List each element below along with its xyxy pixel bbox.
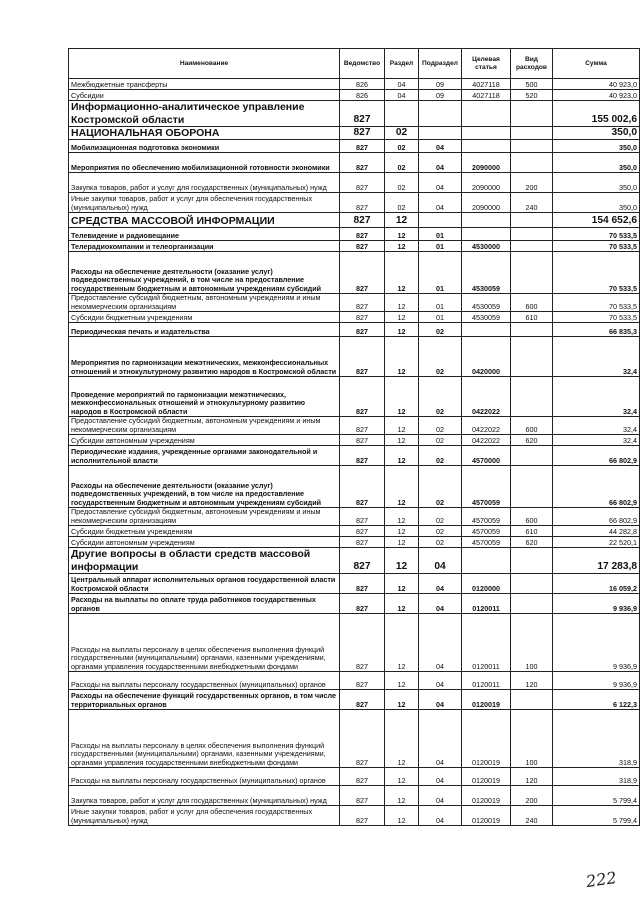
row-ved: 827 <box>340 140 385 153</box>
row-expense-type: 120 <box>511 672 553 690</box>
row-ved: 827 <box>340 213 385 228</box>
row-podrazdel: 02 <box>419 417 462 435</box>
row-expense-type: 600 <box>511 417 553 435</box>
row-sum: 70 533,5 <box>553 312 640 323</box>
row-target-article: 0120011 <box>462 594 511 614</box>
row-sum: 66 835,3 <box>553 323 640 337</box>
row-razdel: 12 <box>385 526 419 537</box>
row-razdel: 12 <box>385 435 419 446</box>
row-podrazdel: 02 <box>419 377 462 417</box>
row-ved: 827 <box>340 508 385 526</box>
row-target-article: 0120019 <box>462 786 511 806</box>
row-ved: 827 <box>340 228 385 241</box>
row-name: Проведение мероприятий по гармонизации межэтнических, межконфессиональных отношений и этнокультурному развитию народов в Костромской области <box>69 377 340 417</box>
row-target-article <box>462 127 511 140</box>
row-podrazdel: 01 <box>419 312 462 323</box>
row-podrazdel: 04 <box>419 806 462 826</box>
row-name: Периодические издания, учрежденные органами законодательной и исполнительной власти <box>69 446 340 466</box>
row-sum: 32,4 <box>553 337 640 377</box>
table-row <box>69 526 640 537</box>
header-sum: Сумма <box>553 49 640 79</box>
row-podrazdel: 04 <box>419 786 462 806</box>
row-razdel: 12 <box>385 312 419 323</box>
row-target-article: 2090000 <box>462 173 511 193</box>
row-expense-type <box>511 127 553 140</box>
row-expense-type: 620 <box>511 537 553 548</box>
row-razdel: 12 <box>385 574 419 594</box>
row-ved: 827 <box>340 377 385 417</box>
row-podrazdel: 01 <box>419 241 462 252</box>
row-ved: 827 <box>340 127 385 140</box>
table-row <box>69 294 640 312</box>
row-podrazdel: 04 <box>419 690 462 710</box>
table-row <box>69 508 640 526</box>
row-ved: 827 <box>340 323 385 337</box>
row-sum: 66 802,9 <box>553 466 640 508</box>
row-podrazdel: 02 <box>419 537 462 548</box>
row-expense-type: 100 <box>511 614 553 672</box>
row-target-article: 0120019 <box>462 768 511 786</box>
row-ved: 827 <box>340 548 385 574</box>
row-target-article: 4530059 <box>462 294 511 312</box>
row-razdel: 12 <box>385 594 419 614</box>
row-ved: 827 <box>340 435 385 446</box>
table-row <box>69 806 640 826</box>
row-target-article: 4570059 <box>462 526 511 537</box>
row-podrazdel: 02 <box>419 323 462 337</box>
row-sum: 70 533,5 <box>553 252 640 294</box>
row-razdel: 12 <box>385 377 419 417</box>
table-row <box>69 672 640 690</box>
row-sum: 70 533,5 <box>553 241 640 252</box>
row-podrazdel: 09 <box>419 90 462 101</box>
row-expense-type <box>511 574 553 594</box>
row-ved: 827 <box>340 537 385 548</box>
row-name: Мобилизационная подготовка экономики <box>69 140 340 153</box>
row-name: Иные закупки товаров, работ и услуг для обеспечения государственных (муниципальных) нужд <box>69 193 340 213</box>
row-razdel: 12 <box>385 548 419 574</box>
row-name: Предоставление субсидий бюджетным, автономным учреждениям и иным некоммерческим организациям <box>69 508 340 526</box>
row-name: НАЦИОНАЛЬНАЯ ОБОРОНА <box>69 127 340 140</box>
row-name: Информационно-аналитическое управление Костромской области <box>69 101 340 127</box>
header-row <box>69 49 640 79</box>
row-razdel: 12 <box>385 672 419 690</box>
row-podrazdel: 04 <box>419 193 462 213</box>
table-row <box>69 79 640 90</box>
table-row <box>69 548 640 574</box>
header-ved: Ведомство <box>340 49 385 79</box>
row-ved: 827 <box>340 786 385 806</box>
table-row <box>69 90 640 101</box>
row-name: Расходы на выплаты персоналу в целях обеспечения выполнения функций государственными (муниципальными) органами, казенными учреждениями, органами управления государственными внебюджетными фондами <box>69 614 340 672</box>
row-expense-type <box>511 252 553 294</box>
row-podrazdel: 01 <box>419 294 462 312</box>
row-target-article: 4570000 <box>462 446 511 466</box>
row-name: Расходы на выплаты по оплате труда работников государственных органов <box>69 594 340 614</box>
row-name: Расходы на обеспечение деятельности (оказание услуг) подведомственных учреждений, в том числе на предоставление государственным бюджетным и автономным учреждениям субсидий <box>69 252 340 294</box>
row-target-article: 0120019 <box>462 690 511 710</box>
table-row <box>69 377 640 417</box>
row-podrazdel: 04 <box>419 710 462 768</box>
row-razdel: 02 <box>385 153 419 173</box>
table-row <box>69 417 640 435</box>
row-sum: 66 802,9 <box>553 446 640 466</box>
row-target-article: 0420000 <box>462 337 511 377</box>
row-sum: 350,0 <box>553 193 640 213</box>
row-ved: 827 <box>340 672 385 690</box>
row-target-article: 4570059 <box>462 508 511 526</box>
row-name: Расходы на выплаты персоналу государственных (муниципальных) органов <box>69 672 340 690</box>
row-ved: 827 <box>340 526 385 537</box>
row-razdel: 12 <box>385 337 419 377</box>
row-sum: 70 533,5 <box>553 228 640 241</box>
row-razdel: 12 <box>385 213 419 228</box>
row-expense-type: 100 <box>511 710 553 768</box>
row-ved: 827 <box>340 574 385 594</box>
row-expense-type: 240 <box>511 806 553 826</box>
table-row <box>69 213 640 228</box>
row-target-article: 2090000 <box>462 193 511 213</box>
row-expense-type <box>511 140 553 153</box>
row-target-article: 4530059 <box>462 252 511 294</box>
table-row <box>69 690 640 710</box>
row-sum: 350,0 <box>553 173 640 193</box>
header-name: Наименование <box>69 49 340 79</box>
row-name: Субсидии автономным учреждениям <box>69 537 340 548</box>
row-razdel: 04 <box>385 90 419 101</box>
table-row <box>69 252 640 294</box>
row-expense-type <box>511 213 553 228</box>
row-name: Предоставление субсидий бюджетным, автономным учреждениям и иным некоммерческим организациям <box>69 417 340 435</box>
row-ved: 827 <box>340 173 385 193</box>
row-razdel: 12 <box>385 768 419 786</box>
row-name: Периодическая печать и издательства <box>69 323 340 337</box>
row-razdel: 12 <box>385 466 419 508</box>
row-expense-type <box>511 228 553 241</box>
row-podrazdel: 02 <box>419 508 462 526</box>
row-sum: 350,0 <box>553 127 640 140</box>
row-target-article <box>462 213 511 228</box>
row-name: Мероприятия по гармонизации межэтнических, межконфессиональных отношений и этнокультурному развитию народов в Костромской области <box>69 337 340 377</box>
row-razdel: 02 <box>385 173 419 193</box>
row-razdel: 12 <box>385 614 419 672</box>
row-podrazdel: 04 <box>419 173 462 193</box>
table-row <box>69 337 640 377</box>
table-row <box>69 435 640 446</box>
row-name: Центральный аппарат исполнительных органов государственной власти Костромской области <box>69 574 340 594</box>
row-sum: 350,0 <box>553 140 640 153</box>
table-row <box>69 466 640 508</box>
row-ved: 827 <box>340 690 385 710</box>
row-podrazdel: 04 <box>419 548 462 574</box>
row-expense-type <box>511 446 553 466</box>
row-sum: 154 652,6 <box>553 213 640 228</box>
row-name: СРЕДСТВА МАССОВОЙ ИНФОРМАЦИИ <box>69 213 340 228</box>
row-sum: 9 936,9 <box>553 614 640 672</box>
row-target-article: 4570059 <box>462 466 511 508</box>
header-podrazdel: Подраздел <box>419 49 462 79</box>
row-sum: 32,4 <box>553 435 640 446</box>
row-target-article: 0120011 <box>462 614 511 672</box>
row-razdel: 02 <box>385 193 419 213</box>
row-expense-type <box>511 337 553 377</box>
row-ved: 827 <box>340 806 385 826</box>
row-ved: 827 <box>340 466 385 508</box>
row-podrazdel: 04 <box>419 574 462 594</box>
row-expense-type: 620 <box>511 435 553 446</box>
row-razdel: 12 <box>385 323 419 337</box>
row-podrazdel: 02 <box>419 337 462 377</box>
row-podrazdel: 02 <box>419 446 462 466</box>
row-sum: 16 059,2 <box>553 574 640 594</box>
row-ved: 827 <box>340 337 385 377</box>
header-expense-type: Вид расходов <box>511 49 553 79</box>
row-name: Другие вопросы в области средств массовой информации <box>69 548 340 574</box>
row-podrazdel: 02 <box>419 435 462 446</box>
row-razdel: 12 <box>385 537 419 548</box>
row-podrazdel <box>419 127 462 140</box>
row-target-article: 0422022 <box>462 417 511 435</box>
table-row <box>69 537 640 548</box>
row-expense-type: 240 <box>511 193 553 213</box>
row-ved: 827 <box>340 294 385 312</box>
row-target-article: 0120019 <box>462 806 511 826</box>
table-row <box>69 768 640 786</box>
row-target-article <box>462 140 511 153</box>
row-ved: 827 <box>340 241 385 252</box>
row-sum: 6 122,3 <box>553 690 640 710</box>
row-ved: 827 <box>340 153 385 173</box>
row-sum: 155 002,6 <box>553 101 640 127</box>
row-ved: 827 <box>340 446 385 466</box>
row-expense-type: 200 <box>511 786 553 806</box>
row-sum: 9 936,9 <box>553 594 640 614</box>
row-expense-type: 500 <box>511 79 553 90</box>
row-sum: 44 282,8 <box>553 526 640 537</box>
row-podrazdel: 02 <box>419 526 462 537</box>
row-name: Расходы на обеспечение функций государственных органов, в том числе территориальных органов <box>69 690 340 710</box>
table-row <box>69 241 640 252</box>
row-expense-type <box>511 101 553 127</box>
row-target-article: 0422022 <box>462 377 511 417</box>
table-row <box>69 312 640 323</box>
row-expense-type <box>511 377 553 417</box>
row-sum: 9 936,9 <box>553 672 640 690</box>
row-sum: 5 799,4 <box>553 786 640 806</box>
table-row <box>69 323 640 337</box>
row-razdel: 12 <box>385 294 419 312</box>
row-podrazdel: 04 <box>419 672 462 690</box>
row-razdel <box>385 101 419 127</box>
row-ved: 827 <box>340 252 385 294</box>
row-razdel: 12 <box>385 417 419 435</box>
table-row <box>69 193 640 213</box>
row-name: Расходы на обеспечение деятельности (оказание услуг) подведомственных учреждений, в том числе на предоставление государственным бюджетным и автономным учреждениям субсидий <box>69 466 340 508</box>
row-target-article: 4530059 <box>462 312 511 323</box>
row-name: Телерадиокомпании и телеорганизации <box>69 241 340 252</box>
row-target-article: 0120011 <box>462 672 511 690</box>
row-razdel: 12 <box>385 690 419 710</box>
row-sum: 5 799,4 <box>553 806 640 826</box>
row-ved: 827 <box>340 710 385 768</box>
row-razdel: 12 <box>385 786 419 806</box>
row-expense-type: 200 <box>511 173 553 193</box>
row-name: Закупка товаров, работ и услуг для государственных (муниципальных) нужд <box>69 786 340 806</box>
row-sum: 32,4 <box>553 417 640 435</box>
row-ved: 827 <box>340 594 385 614</box>
row-podrazdel: 02 <box>419 466 462 508</box>
page-number: 222 <box>584 867 618 892</box>
row-target-article: 4027118 <box>462 90 511 101</box>
row-expense-type <box>511 466 553 508</box>
row-expense-type <box>511 548 553 574</box>
table-row <box>69 574 640 594</box>
row-name: Субсидии бюджетным учреждениям <box>69 526 340 537</box>
row-razdel: 12 <box>385 241 419 252</box>
row-expense-type: 610 <box>511 312 553 323</box>
row-expense-type: 600 <box>511 508 553 526</box>
table-row <box>69 140 640 153</box>
row-target-article: 4530000 <box>462 241 511 252</box>
row-podrazdel <box>419 213 462 228</box>
row-podrazdel: 04 <box>419 153 462 173</box>
header-target-article: Целевая статья <box>462 49 511 79</box>
row-sum: 40 923,0 <box>553 90 640 101</box>
row-podrazdel <box>419 101 462 127</box>
row-name: Телевидение и радиовещание <box>69 228 340 241</box>
row-podrazdel: 04 <box>419 768 462 786</box>
row-expense-type: 120 <box>511 768 553 786</box>
row-target-article: 0422022 <box>462 435 511 446</box>
table-row <box>69 173 640 193</box>
row-sum: 70 533,5 <box>553 294 640 312</box>
row-podrazdel: 01 <box>419 252 462 294</box>
row-expense-type: 600 <box>511 294 553 312</box>
table-row <box>69 614 640 672</box>
header-razdel: Раздел <box>385 49 419 79</box>
table-row <box>69 153 640 173</box>
table-row <box>69 446 640 466</box>
row-target-article: 2090000 <box>462 153 511 173</box>
budget-table <box>68 48 640 826</box>
row-name: Иные закупки товаров, работ и услуг для обеспечения государственных (муниципальных) нужд <box>69 806 340 826</box>
row-podrazdel: 04 <box>419 614 462 672</box>
table-row <box>69 594 640 614</box>
row-expense-type: 610 <box>511 526 553 537</box>
row-expense-type <box>511 690 553 710</box>
table-row <box>69 710 640 768</box>
table-row <box>69 127 640 140</box>
table-row <box>69 101 640 127</box>
row-name: Расходы на выплаты персоналу в целях обеспечения выполнения функций государственными (муниципальными) органами, казенными учреждениями, органами управления государственными внебюджетными фондами <box>69 710 340 768</box>
row-razdel: 12 <box>385 252 419 294</box>
row-razdel: 02 <box>385 127 419 140</box>
row-sum: 17 283,8 <box>553 548 640 574</box>
row-target-article <box>462 323 511 337</box>
row-ved: 827 <box>340 768 385 786</box>
row-expense-type: 520 <box>511 90 553 101</box>
row-razdel: 12 <box>385 508 419 526</box>
row-ved: 827 <box>340 417 385 435</box>
row-sum: 66 802,9 <box>553 508 640 526</box>
row-expense-type <box>511 153 553 173</box>
row-target-article: 0120019 <box>462 710 511 768</box>
row-sum: 318,9 <box>553 710 640 768</box>
row-ved: 826 <box>340 79 385 90</box>
row-razdel: 04 <box>385 79 419 90</box>
row-razdel: 12 <box>385 710 419 768</box>
row-expense-type <box>511 594 553 614</box>
row-target-article <box>462 548 511 574</box>
row-expense-type <box>511 241 553 252</box>
row-sum: 32,4 <box>553 377 640 417</box>
row-target-article <box>462 228 511 241</box>
row-name: Субсидии <box>69 90 340 101</box>
row-ved: 827 <box>340 614 385 672</box>
row-ved: 826 <box>340 90 385 101</box>
row-expense-type <box>511 323 553 337</box>
row-podrazdel: 04 <box>419 594 462 614</box>
row-sum: 318,9 <box>553 768 640 786</box>
table-row <box>69 786 640 806</box>
table-row <box>69 228 640 241</box>
row-razdel: 12 <box>385 806 419 826</box>
row-target-article: 4570059 <box>462 537 511 548</box>
row-target-article: 0120000 <box>462 574 511 594</box>
row-name: Расходы на выплаты персоналу государственных (муниципальных) органов <box>69 768 340 786</box>
row-name: Мероприятия по обеспечению мобилизационной готовности экономики <box>69 153 340 173</box>
row-sum: 40 923,0 <box>553 79 640 90</box>
row-sum: 350,0 <box>553 153 640 173</box>
row-name: Закупка товаров, работ и услуг для государственных (муниципальных) нужд <box>69 173 340 193</box>
row-name: Межбюджетные трансферты <box>69 79 340 90</box>
row-target-article <box>462 101 511 127</box>
row-name: Предоставление субсидий бюджетным, автономным учреждениям и иным некоммерческим организациям <box>69 294 340 312</box>
row-sum: 22 520,1 <box>553 537 640 548</box>
row-razdel: 02 <box>385 140 419 153</box>
row-ved: 827 <box>340 193 385 213</box>
row-razdel: 12 <box>385 228 419 241</box>
row-podrazdel: 04 <box>419 140 462 153</box>
row-ved: 827 <box>340 101 385 127</box>
row-podrazdel: 09 <box>419 79 462 90</box>
row-target-article: 4027118 <box>462 79 511 90</box>
row-name: Субсидии бюджетным учреждениям <box>69 312 340 323</box>
row-name: Субсидии автономным учреждениям <box>69 435 340 446</box>
row-podrazdel: 01 <box>419 228 462 241</box>
row-razdel: 12 <box>385 446 419 466</box>
row-ved: 827 <box>340 312 385 323</box>
